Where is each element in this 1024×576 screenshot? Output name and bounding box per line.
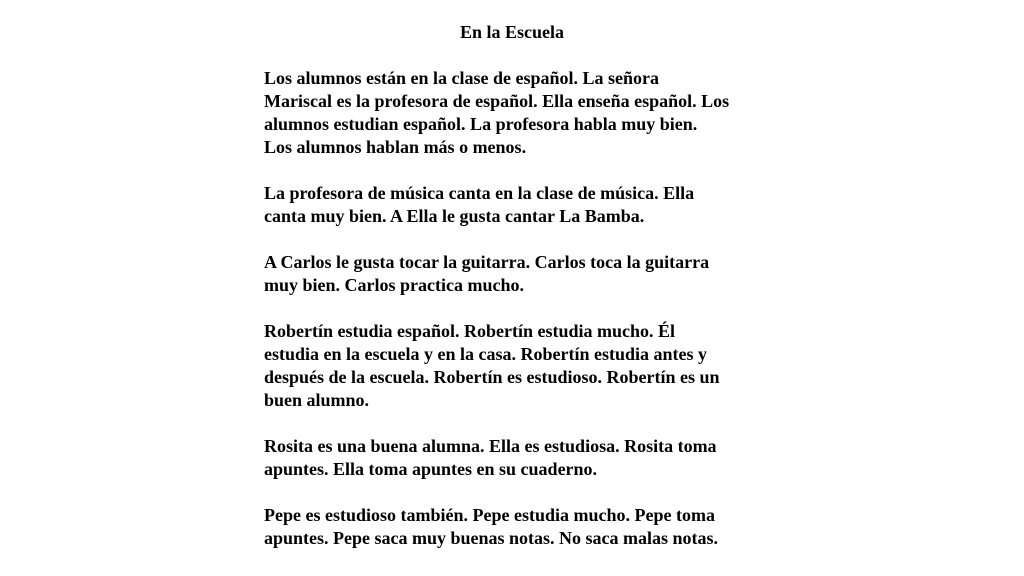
paragraph-pepe [264, 504, 769, 550]
text-line: Pepe es estudioso también. Pepe estudia mucho. Pepe toma [264, 505, 715, 525]
text-line: Los alumnos hablan más o menos. [264, 137, 527, 157]
text-line: apuntes. Ella toma apuntes en su cuaderno. [264, 459, 598, 479]
text-line: Robertín estudia español. Robertín estudia mucho. Él [264, 321, 676, 341]
document-body [264, 67, 769, 573]
text-line: alumnos estudian español. La profesora habla muy bien. [264, 114, 698, 134]
paragraph-carlos-guitarra [264, 251, 769, 297]
text-line: muy bien. Carlos practica mucho. [264, 275, 524, 295]
text-line: apuntes. Pepe saca muy buenas notas. No saca malas notas. [264, 528, 719, 548]
text-line: buen alumno. [264, 390, 370, 410]
paragraph-rosita [264, 435, 769, 481]
text-line: canta muy bien. A Ella le gusta cantar La Bamba. [264, 206, 645, 226]
text-line: estudia en la escuela y en la casa. Robertín estudia antes y [264, 344, 707, 364]
text-line: Los alumnos están en la clase de español. La señora [264, 68, 660, 88]
document-title: En la Escuela [459, 22, 565, 42]
text-line: Rosita es una buena alumna. Ella es estudiosa. Rosita toma [264, 436, 717, 456]
text-line: La profesora de música canta en la clase de música. Ella [264, 183, 695, 203]
paragraph-profesora-musica [264, 182, 769, 228]
text-line: Mariscal es la profesora de español. Ella enseña español. Los [264, 91, 730, 111]
paragraph-robertin [264, 320, 769, 412]
paragraph-clase-espanol [264, 67, 769, 159]
text-line: después de la escuela. Robertín es estudioso. Robertín es un [264, 367, 720, 387]
text-line: A Carlos le gusta tocar la guitarra. Carlos toca la guitarra [264, 252, 710, 272]
